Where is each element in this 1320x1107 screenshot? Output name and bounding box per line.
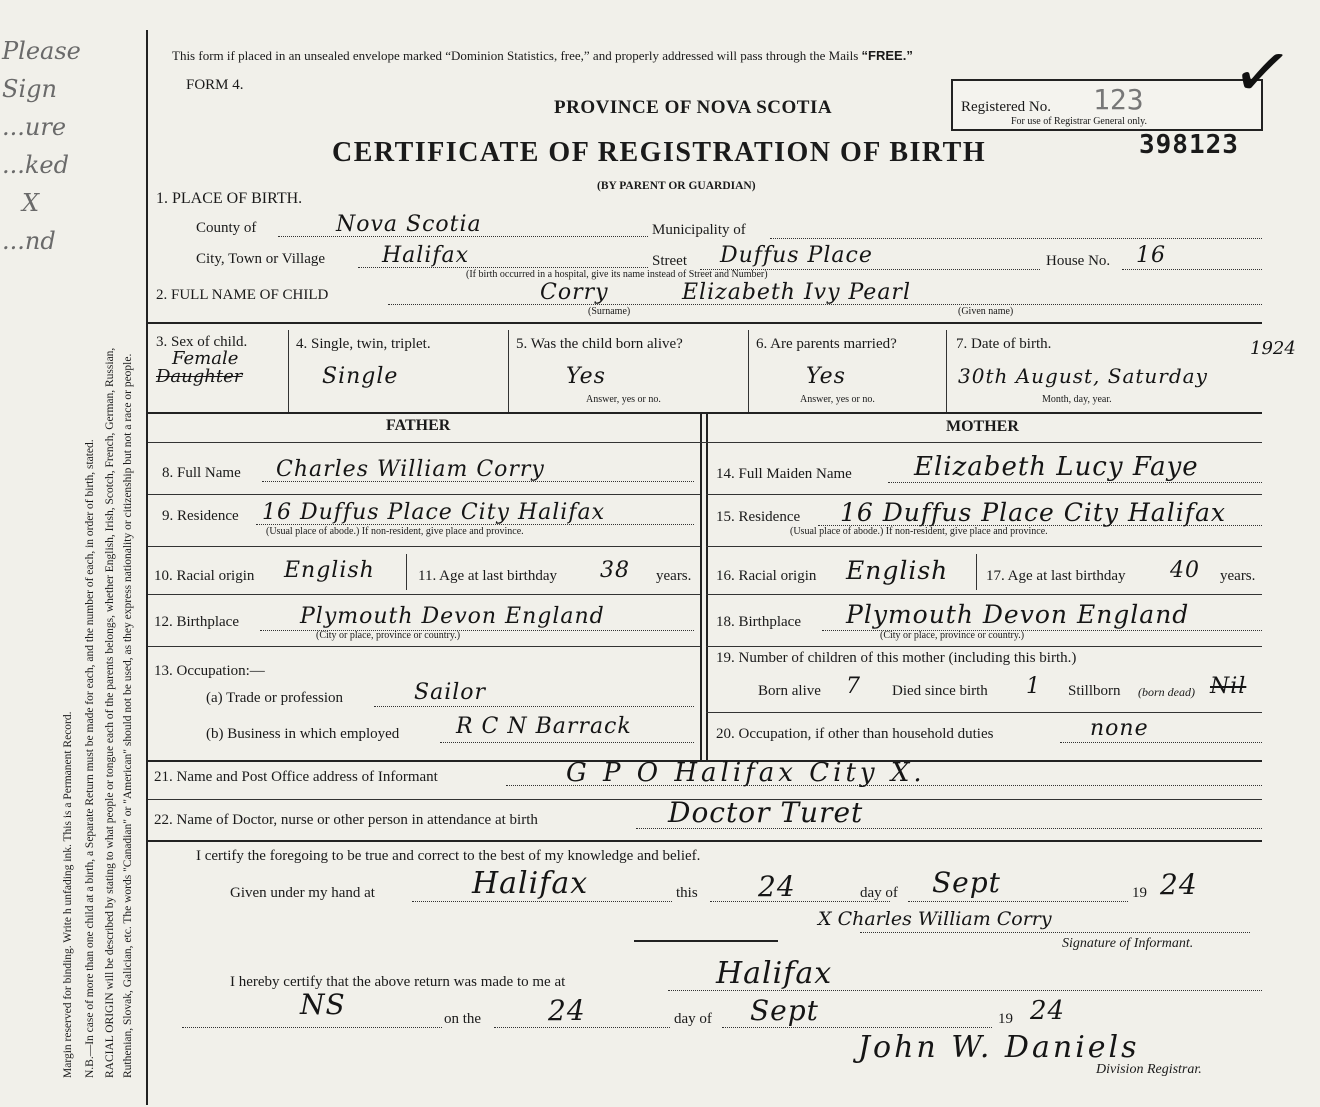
pencil-line: ...ked [2,151,69,179]
mother-racial-label: 16. Racial origin [716,568,817,584]
mother-residence-caption: (Usual place of abode.) If non-resident, give place and province. [790,526,1048,537]
child-name-label: 2. FULL NAME OF CHILD [156,287,329,303]
sex-struck: Daughter [156,366,243,387]
stamped-number: 398123 [1139,130,1239,160]
margin-racial-note: RACIAL ORIGIN will be described by stating to what people or tongue each of the parents belongs, whether English, Irish, Scotch, French, German, Russian, [104,347,116,1078]
margin-rule [146,30,148,1105]
pencil-line: ...ure [2,113,67,141]
mother-racial-value: English [846,556,949,585]
dob-caption: Month, day, year. [1042,394,1112,405]
given-place-value: Halifax [472,866,589,901]
died-since-birth-value: 1 [1026,674,1041,699]
dob-value: 30th August, Saturday [958,364,1208,388]
certify-statement: I certify the foregoing to be true and correct to the best of my knowledge and belief. [196,848,701,864]
this-label: this [676,885,698,901]
rule [148,840,1262,842]
rule [148,442,1262,443]
mail-notice [172,48,913,64]
registrar-place-value: Halifax [716,956,833,991]
rule [406,554,407,590]
rule [706,646,1262,647]
registrar-year-prefix: 19 [998,1011,1013,1027]
mother-name-value: Elizabeth Lucy Faye [914,452,1199,482]
business-value: R C N Barrack [456,714,632,739]
rule [148,594,700,595]
stillborn-label: Stillborn [1068,683,1121,699]
registrar-day-value: 24 [548,994,586,1027]
child-surname: Corry [540,280,609,305]
mother-age-label: 17. Age at last birthday [986,568,1126,584]
registrar-statement: I hereby certify that the above return was made to me at [230,974,566,990]
father-birthplace-value: Plymouth Devon England [300,604,605,629]
rule [148,646,700,647]
mother-occupation-label: 20. Occupation, if other than household duties [716,726,994,742]
rule [706,712,1262,713]
answer-caption-2: Answer, yes or no. [800,394,875,405]
registered-number-box [951,79,1263,131]
registrar-month-value: Sept [750,994,819,1027]
house-number-line [1122,269,1262,270]
father-name-value: Charles William Corry [276,457,545,482]
dob-label: 7. Date of birth. [956,336,1052,352]
father-residence-value: 16 Duffus Place City Halifax [262,500,605,525]
mother-residence-label: 15. Residence [716,509,801,525]
margin-binding-note: Margin reserved for binding. Write h unfading ink. This is a Permanent Record. [62,711,74,1078]
house-number-label: House No. [1046,253,1111,269]
died-since-birth-label: Died since birth [892,683,988,699]
rule [634,940,778,942]
father-name-label: 8. Full Name [162,465,241,481]
rule [288,330,289,412]
registrar-month-line [722,1027,992,1028]
municipality-line [770,238,1262,239]
parents-married-answer: Yes [806,364,846,389]
pencil-line: Sign [2,75,57,103]
mother-years-label: years. [1220,568,1256,584]
stillborn-value: Nil [1210,674,1247,699]
father-age-value: 38 [600,558,630,583]
signature-caption: Signature of Informant. [1062,936,1194,951]
street-label: Street [652,253,687,269]
father-racial-label: 10. Racial origin [154,568,255,584]
children-count-label: 19. Number of children of this mother (including this birth.) [716,650,1077,666]
father-residence-caption: (Usual place of abode.) If non-resident, give place and province. [266,526,524,537]
rule [706,594,1262,595]
answer-caption: Answer, yes or no. [586,394,661,405]
dob-year: 1924 [1250,338,1296,359]
plurality-value: Single [322,364,399,389]
registrar-general-note: For use of Registrar General only. [1011,116,1147,127]
child-given-name: Elizabeth Ivy Pearl [682,280,911,305]
trade-value: Sailor [414,680,487,705]
father-residence-label: 9. Residence [162,508,239,524]
margin-nb-note: N.B.—In case of more than one child at a birth, a Separate Return must be made for each, and the number of each, in order of birth, stated. [84,439,96,1078]
registered-no-label: Registered No. [961,99,1051,115]
signature-line [860,932,1250,933]
mail-notice-text: This form if placed in an unsealed envelope marked “Dominion Statistics, free,” and properly addressed will pass through the Mails [172,48,859,63]
year-value: 24 [1160,868,1198,901]
registrar-day-line [494,1027,670,1028]
mail-notice-free: “FREE.” [861,48,913,63]
informant-label: 21. Name and Post Office address of Informant [154,769,438,785]
mother-birthplace-value: Plymouth Devon England [846,600,1190,629]
street-value: Duffus Place [720,243,873,268]
occupation-label: 13. Occupation:— [154,663,265,679]
certificate-title: CERTIFICATE OF REGISTRATION OF BIRTH [332,137,987,168]
rule [148,322,1262,324]
mother-age-value: 40 [1170,558,1200,583]
doctor-value: Doctor Turet [668,796,864,829]
month-value: Sept [932,866,1001,899]
trade-line [374,706,694,707]
given-place-line [412,901,672,902]
doctor-label: 22. Name of Doctor, nurse or other person in attendance at birth [154,812,538,828]
born-alive-answer: Yes [566,364,606,389]
margin-pencil-note [2,32,102,260]
rule [748,330,749,412]
father-heading: FATHER [386,417,451,434]
business-label: (b) Business in which employed [206,726,400,742]
born-alive-label: Born alive [758,683,821,699]
born-alive-question: 5. Was the child born alive? [516,336,683,352]
given-name-caption: (Given name) [958,306,1014,317]
mother-heading: MOTHER [946,418,1019,435]
city-label: City, Town or Village [196,251,326,267]
mother-birthplace-caption: (City or place, province or country.) [880,630,1025,641]
place-of-birth-heading: 1. PLACE OF BIRTH. [156,190,303,207]
rule [706,412,708,760]
city-value: Halifax [382,243,470,268]
father-age-label: 11. Age at last birthday [418,568,557,584]
county-label: County of [196,220,257,236]
mother-birthplace-label: 18. Birthplace [716,614,801,630]
rule [706,546,1262,547]
county-value: Nova Scotia [336,212,482,237]
hospital-note: (If birth occurred in a hospital, give its name instead of Street and Number) [466,269,768,280]
trade-label: (a) Trade or profession [206,690,344,706]
father-years-label: years. [656,568,692,584]
on-the-label: on the [444,1011,482,1027]
day-of-label: day of [860,885,898,901]
stillborn-note: (born dead) [1138,685,1195,699]
registrar-signature: John W. Daniels [858,1030,1140,1065]
plurality-label: 4. Single, twin, triplet. [296,336,431,352]
registrar-day-of-label: day of [674,1011,712,1027]
parents-married-question: 6. Are parents married? [756,336,897,352]
house-number-value: 16 [1136,243,1166,268]
margin-racial-note-cont: Ruthenian, Slovak, Galician, etc. The words "Canadian" or "American" should not be used, as they express nationality or citizenship but not a race or people. [122,353,134,1078]
rule [700,412,702,760]
mother-name-line [888,482,1262,483]
father-birthplace-label: 12. Birthplace [154,614,239,630]
rule [148,412,1262,414]
pencil-line: Please [2,37,81,65]
province-heading: PROVINCE OF NOVA SCOTIA [554,97,833,118]
sex-label: 3. Sex of child. [156,334,248,350]
registrar-place-cont-line [182,1027,442,1028]
given-under-hand-label: Given under my hand at [230,885,375,901]
year-prefix: 19 [1132,885,1147,901]
father-racial-value: English [284,558,375,583]
registrar-place-continued: NS [300,988,346,1021]
form-number: FORM 4. [186,77,244,93]
business-line [440,742,694,743]
municipality-label: Municipality of [652,222,746,238]
certificate-subtitle: (BY PARENT OR GUARDIAN) [597,180,756,192]
day-value: 24 [758,870,796,903]
rule [946,330,947,412]
registrar-year-value: 24 [1030,996,1066,1026]
check-mark-icon: ✓ [1226,29,1298,117]
rule [976,554,977,590]
mother-name-label: 14. Full Maiden Name [716,466,852,482]
rule [148,546,700,547]
born-alive-value: 7 [846,674,861,699]
sex-value: Female [172,348,239,369]
surname-caption: (Surname) [588,306,631,317]
registrar-caption: Division Registrar. [1096,1062,1202,1077]
pencil-line: X [22,189,40,217]
rule [508,330,509,412]
father-birthplace-caption: (City or place, province or country.) [316,630,461,641]
rule [148,494,700,495]
informant-value: G P O Halifax City X. [566,758,926,788]
month-line [908,901,1128,902]
mother-residence-value: 16 Duffus Place City Halifax [840,498,1226,527]
rule [706,494,1262,495]
informant-signature: X Charles William Corry [818,908,1052,930]
mother-occupation-value: none [1090,716,1149,741]
pencil-line: ...nd [2,227,56,255]
registered-no-value: 123 [1093,83,1144,116]
mother-occupation-line [1060,742,1262,743]
